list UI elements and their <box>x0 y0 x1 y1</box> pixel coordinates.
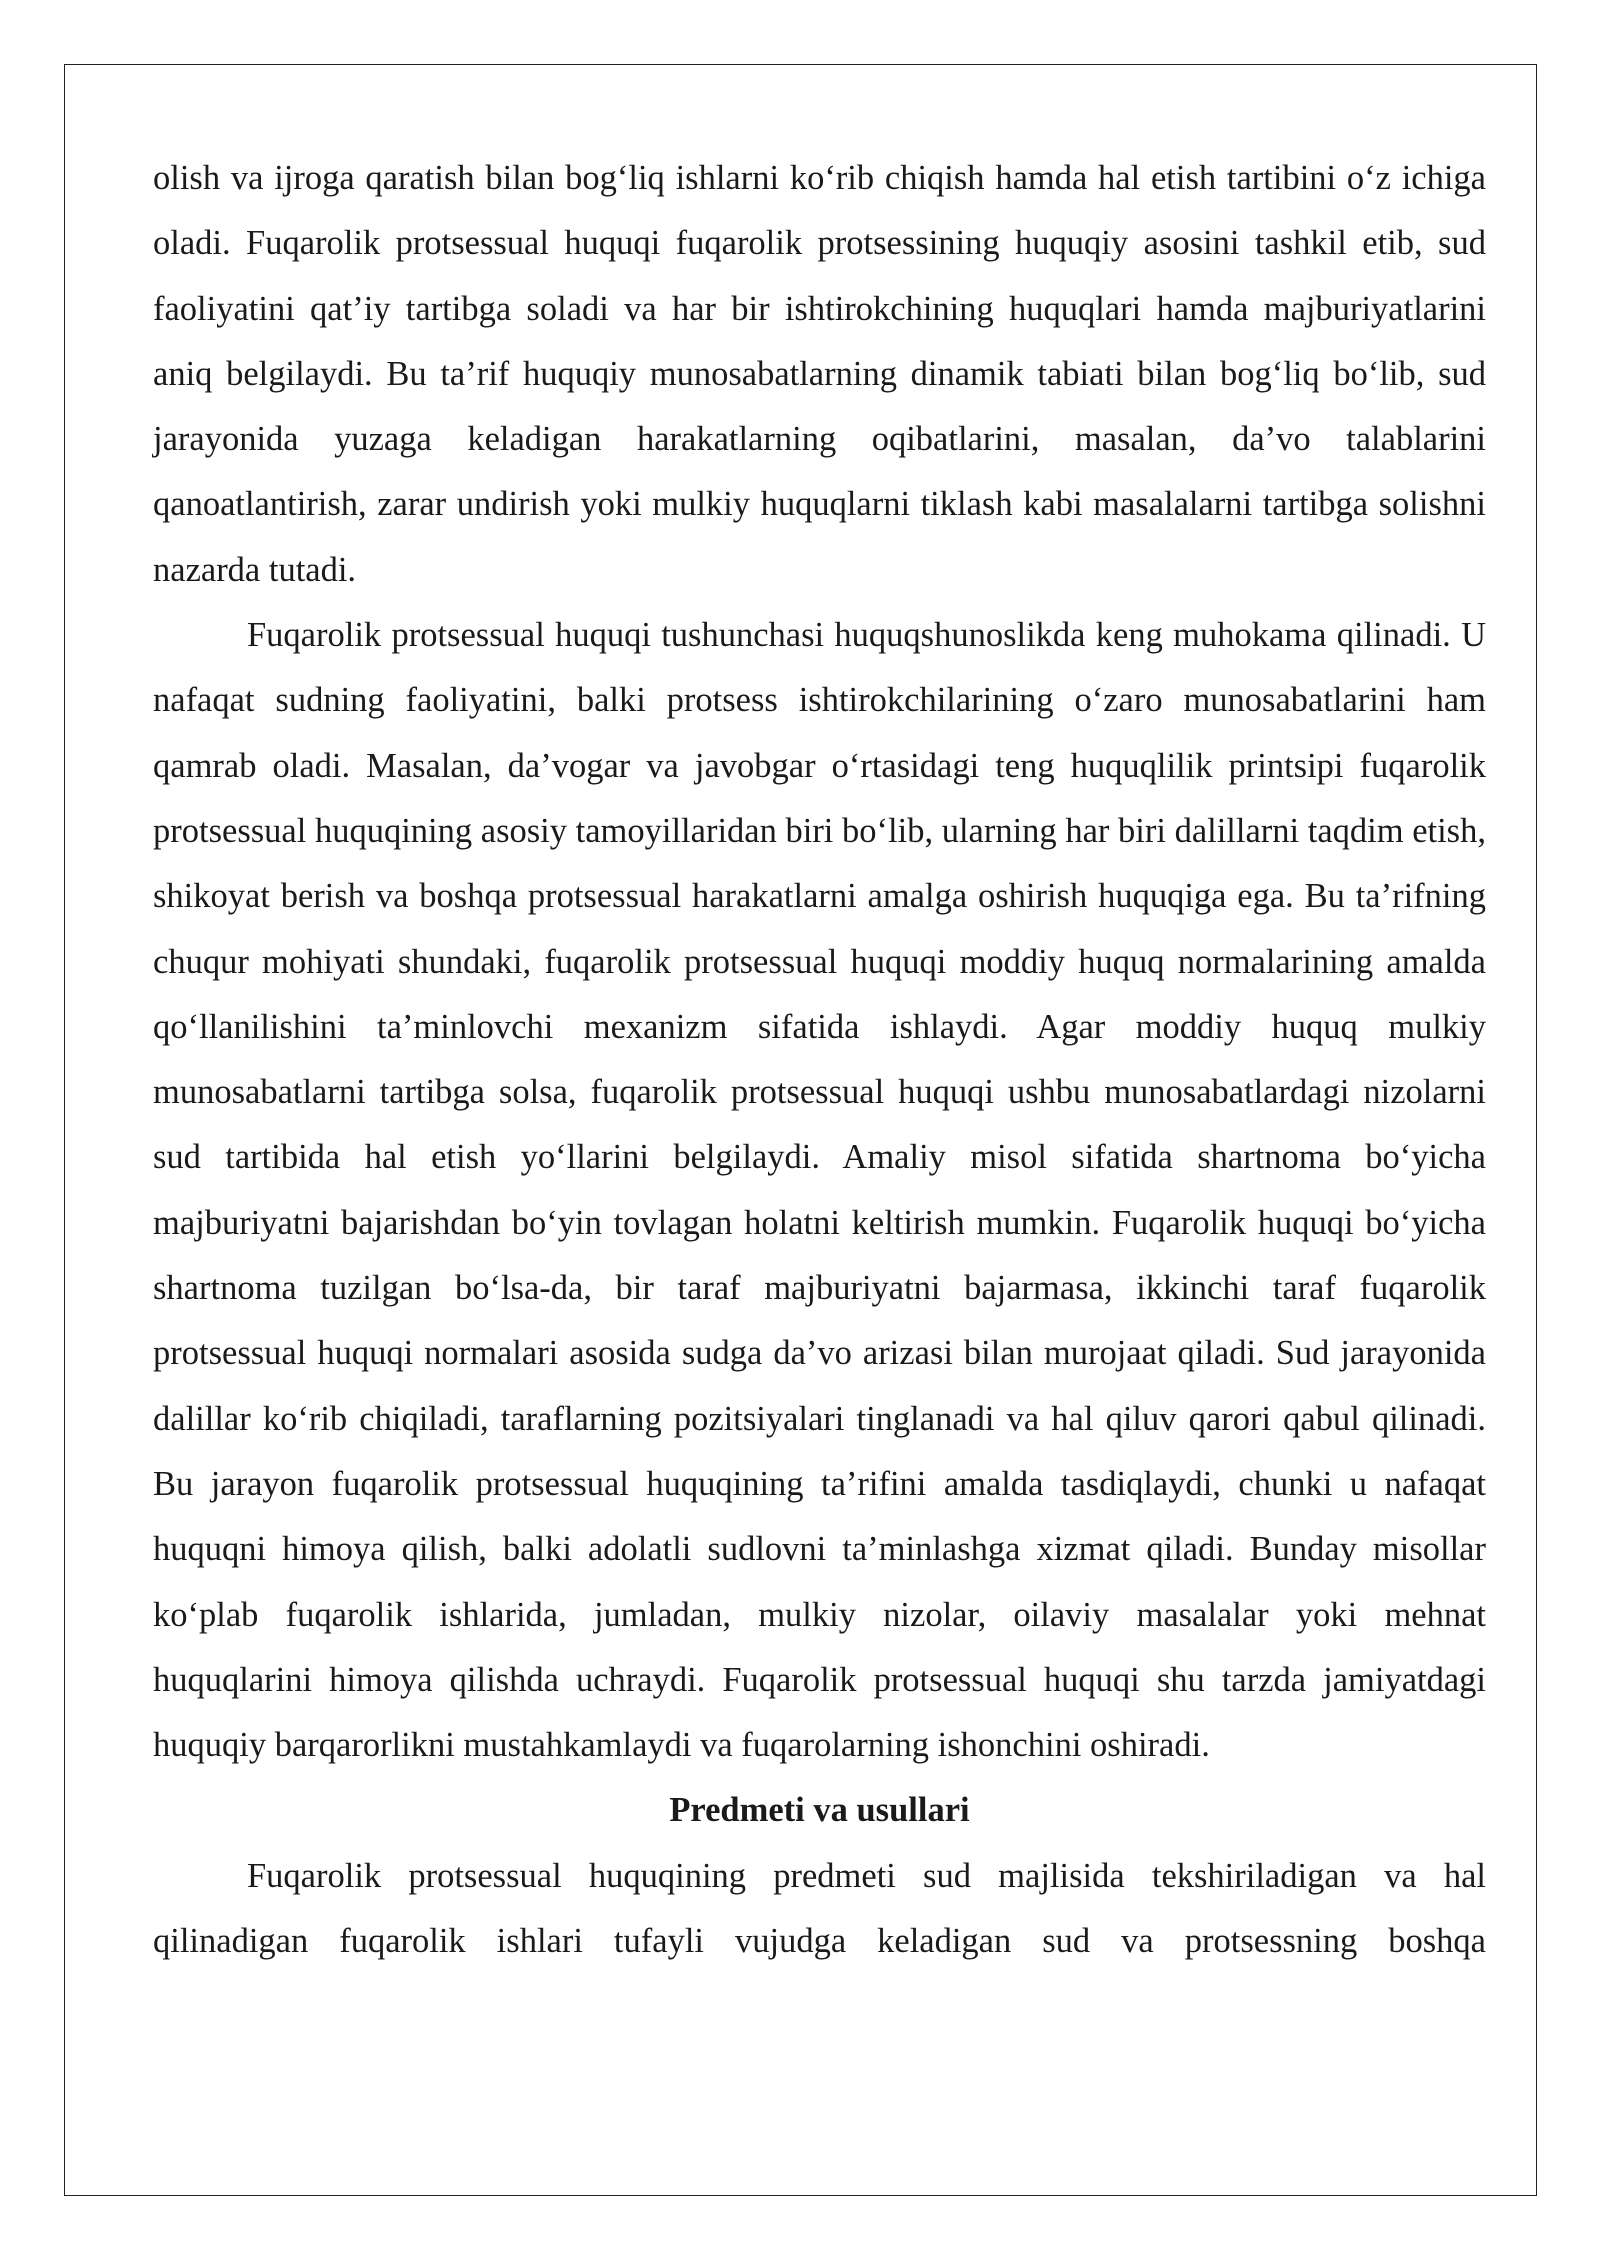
document-body <box>153 146 1486 1974</box>
paragraph-subject: Fuqarolik protsessual huquqining predmeti sud majlisida tekshiriladigan va hal qilinadigan fuqarolik ishlari tufayli vujudga keladigan sud va protsessning boshqa <box>153 1856 1486 1961</box>
paragraph-continuation: olish va ijroga qaratish bilan bog‘liq ishlarni ko‘rib chiqish hamda hal etish tartibini o‘z ichiga oladi. Fuqarolik protsessual huquqi fuqarolik protsessining huquqiy asosini tashkil etib, sud faoliyatini qat’iy tartibga soladi va har bir ishtirokchining huquqlari hamda majburiyatlarini aniq belgilaydi. Bu ta’rif huquqiy munosabatlarning dinamik tabiati bilan bog‘liq bo‘lib, sud jarayonida yuzaga keladigan harakatlarning oqibatlarini, masalan, da’vo talablarini qanoatlantirish, zarar undirish yoki mulkiy huquqlarni tiklash kabi masalalarni tartibga solishni nazarda tutadi. <box>153 159 1486 589</box>
section-heading: Predmeti va usullari <box>669 1791 970 1830</box>
paragraph-concept: Fuqarolik protsessual huquqi tushunchasi huquqshunoslikda keng muhokama qilinadi. U nafaqat sudning faoliyatini, balki protsess ishtirokchilarining o‘zaro munosabatlarini ham qamrab oladi. Masalan, da’vogar va javobgar o‘rtasidagi teng huquqlilik printsipi fuqarolik protsessual huquqining asosiy tamoyillaridan biri bo‘lib, ularning har biri dalillarni taqdim etish, shikoyat berish va boshqa protsessual harakatlarni amalga oshirish huquqiga ega. Bu ta’rifning chuqur mohiyati shundaki, fuqarolik protsessual huquqi moddiy huquq normalarining amalda qo‘llanilishini ta’minlovchi mexanizm sifatida ishlaydi. Agar moddiy huquq mulkiy munosabatlarni tartibga solsa, fuqarolik protsessual huquqi ushbu munosabatlardagi nizolarni sud tartibida hal etish yo‘llarini belgilaydi. Amaliy misol sifatida shartnoma bo‘yicha majburiyatni bajarishdan bo‘yin tovlagan holatni keltirish mumkin. Fuqarolik huquqi bo‘yicha shartnoma tuzilgan bo‘lsa-da, bir taraf majburiyatni bajarmasa, ikkinchi taraf fuqarolik protsessual huquqi normalari asosida sudga da’vo arizasi bilan murojaat qiladi. Sud jarayonida dalillar ko‘rib chiqiladi, taraflarning pozitsiyalari tinglanadi va hal qiluv qarori qabul qilinadi. Bu jarayon fuqarolik protsessual huquqining ta’rifini amalda tasdiqlaydi, chunki u nafaqat huquqni himoya qilish, balki adolatli sudlovni ta’minlashga xizmat qiladi. Bunday misollar ko‘plab fuqarolik ishlarida, jumladan, mulkiy nizolar, oilaviy masalalar yoki mehnat huquqlarini himoya qilishda uchraydi. Fuqarolik protsessual huquqi shu tarzda jamiyatdagi huquqiy barqarorlikni mustahkamlaydi va fuqarolarning ishonchini oshiradi. <box>153 616 1486 1765</box>
